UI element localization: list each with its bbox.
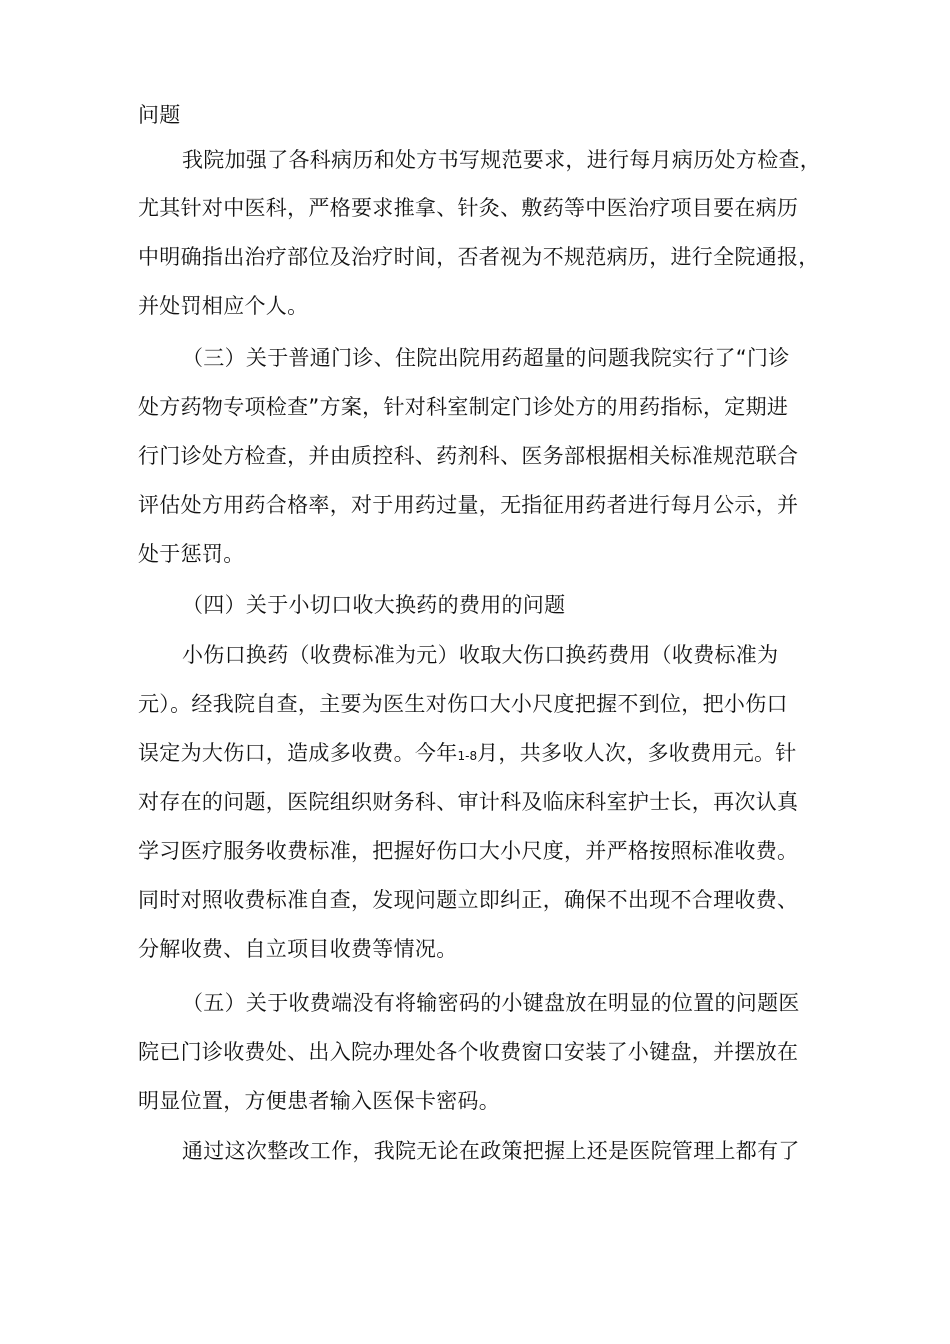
text-line: 元）。经我院自查，主要为医生对伤口大小尺度把握不到位，把小伤口 (138, 692, 788, 716)
date-range-text: 1-8 (457, 749, 478, 763)
text-line: 问题 (138, 103, 181, 127)
paragraph-start-line: （五）关于收费端没有将输密码的小键盘放在明显的位置的问题医 (182, 991, 800, 1015)
section-heading-line: （四）关于小切口收大换药的费用的问题 (182, 593, 566, 617)
text-line: 对存在的问题，医院组织财务科、审计科及临床科室护士长，再次认真 (138, 790, 799, 814)
text-line: 行门诊处方检查，并由质控科、药剂科、医务部根据相关标准规范联合 (138, 444, 799, 468)
paragraph-start-line: 小伤口换药（收费标准为元）收取大伤口换药费用（收费标准为 (182, 643, 779, 667)
text-line: 尤其针对中医科，严格要求推拿、针灸、敷药等中医治疗项目要在病历 (138, 196, 799, 220)
text-line: 明显位置，方便患者输入医保卡密码。 (138, 1089, 501, 1113)
text-line: 院已门诊收费处、出入院办理处各个收费窗口安装了小键盘，并摆放在 (138, 1040, 799, 1064)
text-segment: 月，共多收人次，多收费用元。针 (477, 741, 797, 765)
paragraph-start-line: （三）关于普通门诊、住院出院用药超量的问题我院实行了“门诊 (182, 346, 790, 370)
text-line: 学习医疗服务收费标准，把握好伤口大小尺度，并严格按照标准收费。 (138, 839, 799, 863)
text-line: 并处罚相应个人。 (138, 294, 309, 318)
text-line: 同时对照收费标准自查，发现问题立即纠正，确保不出现不合理收费、 (138, 888, 799, 912)
text-line (138, 738, 818, 771)
text-line: 分解收费、自立项目收费等情况。 (138, 937, 458, 961)
paragraph-start-line: 我院加强了各科病历和处方书写规范要求，进行每月病历处方检查， (182, 148, 821, 172)
text-line: 处于惩罚。 (138, 542, 245, 566)
text-line: 处方药物专项检查”方案，针对科室制定门诊处方的用药指标，定期进 (138, 395, 789, 419)
paragraph-start-line: 通过这次整改工作，我院无论在政策把握上还是医院管理上都有了 (182, 1139, 800, 1163)
text-line: 评估处方用药合格率，对于用药过量，无指征用药者进行每月公示，并 (138, 493, 799, 517)
text-segment: 误定为大伤口，造成多收费。今年 (138, 741, 458, 765)
text-line: 中明确指出治疗部位及治疗时间，否者视为不规范病历，进行全院通报， (138, 245, 820, 269)
